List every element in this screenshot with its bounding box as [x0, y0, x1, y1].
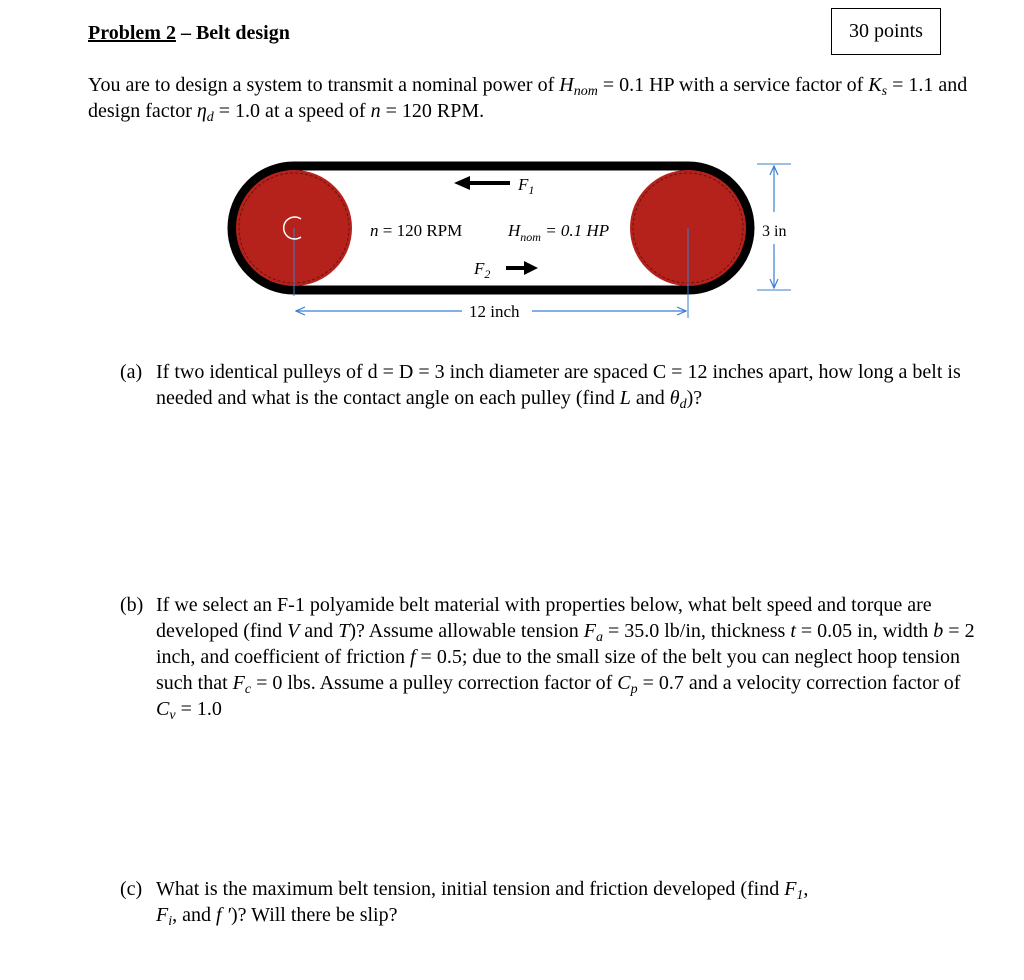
- var-l: L: [619, 387, 631, 409]
- var-n: n: [370, 100, 381, 122]
- question-a-label: (a): [120, 361, 143, 383]
- var-cv: C: [156, 698, 170, 720]
- force-f2-label: $F_2$: [474, 259, 491, 281]
- question-c-text: What is the maximum belt tension, initial tension and friction developed (find $F_1$, $F_i$, and f ′)? Will there be slip?: [156, 878, 809, 930]
- var-width: b: [933, 620, 944, 642]
- problem-number: Problem 2: [88, 22, 176, 44]
- var-k: K: [868, 74, 882, 96]
- var-f-prime: f ′: [216, 904, 231, 926]
- intro-text: = 120 RPM.: [380, 100, 485, 122]
- question-c: [120, 876, 980, 928]
- points-label: 30 points: [849, 20, 923, 42]
- var-k-subscript: s: [881, 84, 888, 100]
- var-eta: η: [196, 100, 207, 122]
- problem-subject: Belt design: [195, 22, 290, 44]
- question-a: [120, 359, 980, 411]
- force-f1-label: $F_1$: [518, 175, 535, 197]
- var-eta-subscript: d: [206, 110, 214, 126]
- var-f1: F: [784, 878, 797, 900]
- intro-text: = 0.1 HP with a service factor of: [597, 74, 869, 96]
- var-h: H: [559, 74, 574, 96]
- speed-label: n = 120 RPM: [370, 221, 463, 240]
- var-fc: F: [232, 672, 245, 694]
- intro-text: You are to design a system to transmit a nominal power of: [88, 74, 560, 96]
- var-v: V: [287, 620, 300, 642]
- var-t-torque: T: [338, 620, 350, 642]
- var-cp: C: [617, 672, 631, 694]
- var-fi: F: [156, 904, 169, 926]
- var-friction: f: [409, 646, 416, 668]
- question-b-text: If we select an F-1 polyamide belt material with properties below, what belt speed and torque are developed (find V and T)? Assume allowable tension $F_a = 35.0$ lb/in, thickness t = 0.05 in, width b = 2 inch, and coefficient of friction f = 0.5; due to the small size of the belt you can neglect hoop tension such that $F_c = 0$ lbs. Assume a pulley correction factor of $C_p = 0.7$ and a velocity correction factor of $C_v = 1.0$: [156, 594, 975, 724]
- question-a-text: If two identical pulleys of d = D = 3 inch diameter are spaced C = 12 inches apart, how long a belt is needed and what is the contact angle on each pulley (find L and $\theta_d$)?: [156, 361, 961, 413]
- diameter-label: 3 in: [762, 223, 787, 240]
- belt-diagram: [0, 0, 1024, 340]
- var-theta: θ: [669, 387, 680, 409]
- question-b: [120, 592, 980, 722]
- var-h-subscript: nom: [573, 84, 598, 100]
- var-thickness: t: [790, 620, 796, 642]
- question-c-label: (c): [120, 878, 143, 900]
- intro-text: = 1.0 at a speed of: [213, 100, 371, 122]
- var-fa: F: [583, 620, 596, 642]
- power-label: $H_{nom} = 0.1$ HP: [508, 221, 610, 244]
- center-distance-label: 12 inch: [469, 302, 520, 321]
- var-theta-subscript: d: [679, 397, 687, 413]
- intro-text: = 1.1 and design factor: [88, 74, 968, 122]
- question-b-label: (b): [120, 594, 144, 616]
- title-separator: –: [175, 22, 196, 44]
